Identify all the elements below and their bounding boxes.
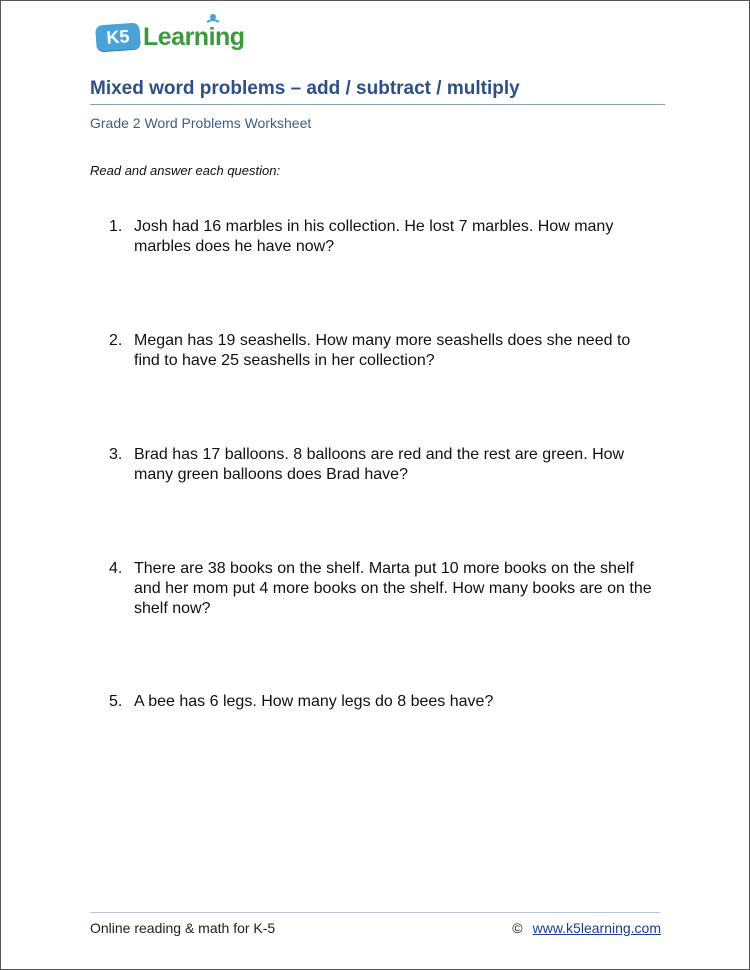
footer-divider [90,912,660,913]
footer-tagline: Online reading & math for K-5 [90,920,276,936]
website-link[interactable]: www.k5learning.com [532,920,661,936]
question-text: Brad has 17 balloons. 8 balloons are red and the rest are green. How many green balloons does Brad have? [134,446,625,483]
page-subtitle: Grade 2 Word Problems Worksheet [90,115,312,131]
question-text: Josh had 16 marbles in his collection. He lost 7 marbles. How many marbles does he have now? [134,218,614,255]
question-number: 3. [109,446,123,463]
question-text: A bee has 6 legs. How many legs do 8 bees have? [134,693,494,710]
question-text: Megan has 19 seashells. How many more seashells does she need to find to have 25 seashells in her collection? [134,332,631,369]
page-title: Mixed word problems – add / subtract / multiply [90,78,520,99]
logo-badge [95,22,141,51]
copyright-icon: © [512,920,523,936]
logo-wordmark: Learning [143,22,245,51]
question-item [109,331,659,371]
question-text: There are 38 books on the shelf. Marta put 10 more books on the shelf and her mom put 4 more books on the shelf. How many books are on the shelf now? [134,560,652,617]
question-number: 2. [109,332,123,349]
title-divider [90,104,665,105]
person-figure-icon [205,13,221,29]
question-item [109,692,659,712]
logo-badge-text: K5 [105,25,131,48]
question-number: 4. [109,560,123,577]
k5-learning-logo [96,19,245,55]
instructions-text: Read and answer each question: [90,163,281,178]
question-item [109,559,659,619]
question-number: 5. [109,693,123,710]
question-item [109,445,659,485]
question-item [109,217,659,257]
question-number: 1. [109,218,123,235]
footer-copyright [512,920,661,936]
